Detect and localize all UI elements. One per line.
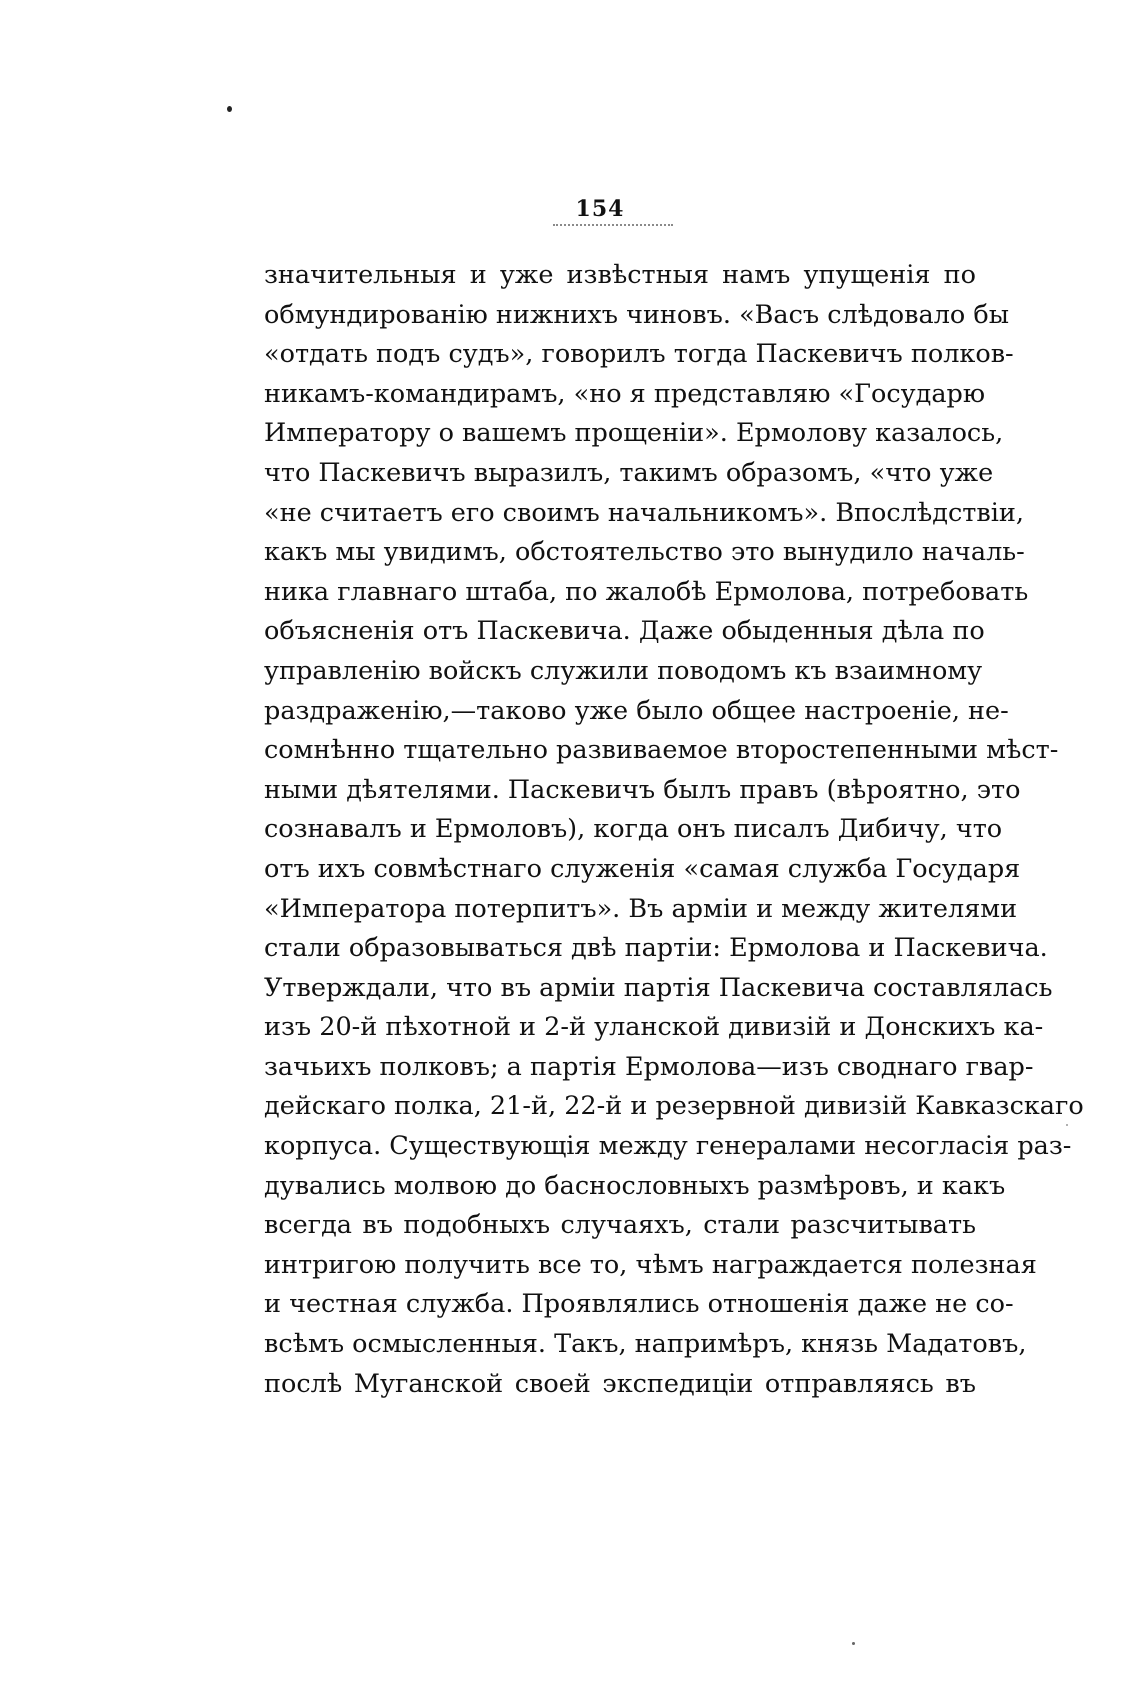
text-line: Императору о вашемъ прощеніи». Ермолову казалось,	[264, 418, 1004, 449]
ink-speck	[1066, 1124, 1068, 1126]
text-line: всегда въ подобныхъ случаяхъ, стали разсчитывать	[264, 1210, 976, 1241]
text-line: послѣ Муганской своей экспедиціи отправляясь въ	[264, 1368, 976, 1399]
page-number: 154	[575, 196, 625, 222]
text-line: ными дѣятелями. Паскевичъ былъ правъ (вѣроятно, это	[264, 774, 1021, 805]
text-line: сомнѣнно тщательно развиваемое второстепенными мѣст-	[264, 735, 1059, 766]
body-text	[264, 256, 1084, 1404]
text-line: всѣмъ осмысленныя. Такъ, напримѣръ, князь Мадатовъ,	[264, 1329, 1027, 1360]
text-line: обмундированію нижнихъ чиновъ. «Васъ слѣдовало бы	[264, 299, 1010, 330]
text-line: Утверждали, что въ арміи партія Паскевича составлялась	[264, 972, 1053, 1003]
ink-speck	[852, 1642, 855, 1645]
text-line: и честная служба. Проявлялись отношенія даже не со-	[264, 1289, 1014, 1320]
text-line: «Императора потерпитъ». Въ арміи и между жителями	[264, 893, 1018, 924]
text-line: «не считаетъ его своимъ начальникомъ». Впослѣдствіи,	[264, 497, 1024, 528]
text-line: что Паскевичъ выразилъ, такимъ образомъ, «что уже	[264, 457, 994, 488]
text-line: «отдать подъ судъ», говорилъ тогда Паскевичъ полков-	[264, 339, 1014, 370]
page-number-rule	[553, 224, 673, 229]
text-line: интригою получить все то, чѣмъ награждается полезная	[264, 1249, 1037, 1280]
text-line: стали образовываться двѣ партіи: Ермолова и Паскевича.	[264, 933, 1048, 964]
text-line: корпуса. Существующія между генералами несогласія раз-	[264, 1131, 1072, 1162]
text-line: сознавалъ и Ермоловъ), когда онъ писалъ Дибичу, что	[264, 814, 1003, 845]
text-line: объясненія отъ Паскевича. Даже обыденныя дѣла по	[264, 616, 985, 647]
text-line: раздраженію,—таково уже было общее настроеніе, не-	[264, 695, 1009, 726]
ink-speck	[227, 106, 232, 112]
text-line: дейскаго полка, 21-й, 22-й и резервной дивизій Кавказскаго	[264, 1091, 1084, 1122]
text-line: изъ 20-й пѣхотной и 2-й уланской дивизій и Донскихъ ка-	[264, 1012, 1044, 1043]
text-line: зачьихъ полковъ; а партія Ермолова—изъ своднаго гвар-	[264, 1051, 1034, 1082]
text-line: значительныя и уже извѣстныя намъ упущенія по	[264, 260, 976, 290]
text-line: отъ ихъ совмѣстнаго служенія «самая служба Государя	[264, 853, 1021, 884]
text-line: дувались молвою до баснословныхъ размѣровъ, и какъ	[264, 1170, 1006, 1201]
text-line: ника главнаго штаба, по жалобѣ Ермолова, потребовать	[264, 576, 1029, 607]
text-line: никамъ-командирамъ, «но я представляю «Государю	[264, 378, 986, 409]
text-line: управленію войскъ служили поводомъ къ взаимному	[264, 655, 983, 686]
text-line: какъ мы увидимъ, обстоятельство это вынудило началь-	[264, 537, 1025, 568]
